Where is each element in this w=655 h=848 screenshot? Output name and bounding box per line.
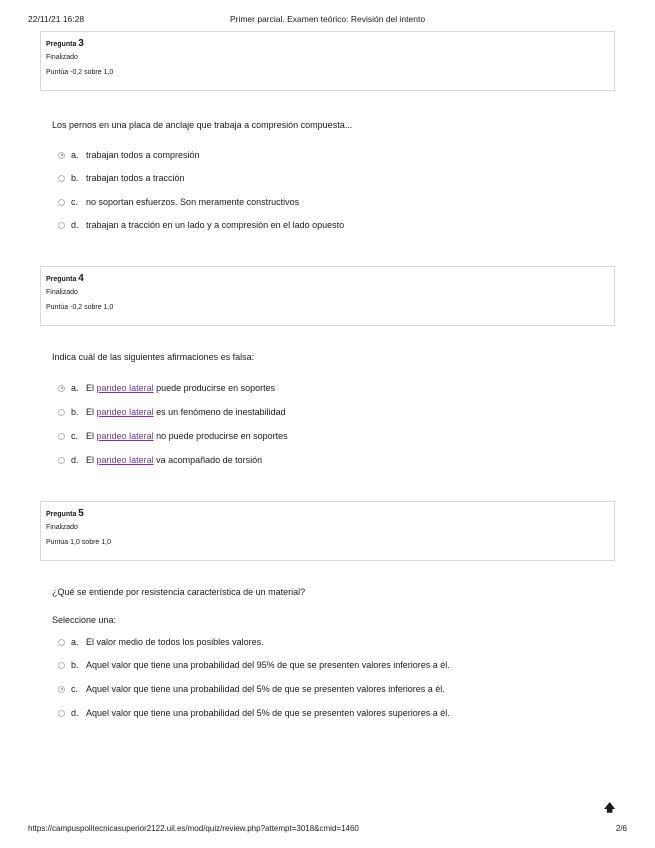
answer-option[interactable]: a. El pandeo lateral puede producirse en soportes: [58, 383, 275, 393]
radio-button[interactable]: [58, 433, 65, 440]
answer-option[interactable]: c. El pandeo lateral no puede producirse en soportes: [58, 431, 288, 441]
question-text: Indica cuál de las siguientes afirmaciones es falsa:: [52, 352, 255, 362]
question-info-box: [40, 31, 615, 91]
radio-button[interactable]: [58, 457, 65, 464]
answer-option[interactable]: b. El pandeo lateral es un fenómeno de inestabilidad: [58, 407, 286, 417]
question-status: Finalizado: [46, 524, 78, 531]
question-text: Los pernos en una placa de anclaje que trabaja a compresión compuesta...: [52, 120, 353, 130]
question-grade: Puntúa 1,0 sobre 1,0: [46, 539, 111, 546]
glossary-link[interactable]: pandeo lateral: [96, 431, 154, 441]
answer-option[interactable]: d. Aquel valor que tiene una probabilidad del 5% de que se presenten valores superiores a él.: [58, 708, 450, 718]
arrow-up-icon[interactable]: 🡅: [604, 802, 616, 814]
radio-button[interactable]: [58, 662, 65, 669]
question-number: Pregunta 3: [46, 38, 84, 49]
answer-option-label: no soportan esfuerzos. Son meramente constructivos: [86, 197, 300, 207]
glossary-link[interactable]: pandeo lateral: [96, 455, 154, 465]
question-info-box: [40, 501, 615, 561]
answer-option-label: trabajan todos a tracción: [86, 173, 185, 183]
radio-button[interactable]: [58, 199, 65, 206]
radio-button[interactable]: [58, 175, 65, 182]
page-number: 2/6: [615, 824, 627, 833]
answer-option[interactable]: b. trabajan todos a tracción: [58, 173, 185, 183]
question-text: ¿Qué se entiende por resistencia característica de un material?: [52, 587, 306, 597]
radio-button[interactable]: [58, 222, 65, 229]
question-number: Pregunta 5: [46, 508, 84, 519]
select-one-prompt: Seleccione una:: [52, 615, 117, 625]
question-status: Finalizado: [46, 289, 78, 296]
radio-button-selected[interactable]: [58, 385, 65, 392]
answer-option-label: trabajan a tracción en un lado y a compresión en el lado opuesto: [86, 220, 345, 230]
answer-option[interactable]: c. Aquel valor que tiene una probabilidad del 5% de que se presenten valores inferiores a él.: [58, 684, 445, 694]
answer-option-label: El valor medio de todos los posibles valores.: [86, 637, 264, 647]
question-info-box: [40, 266, 615, 326]
answer-option[interactable]: c. no soportan esfuerzos. Son meramente constructivos: [58, 197, 299, 207]
glossary-link[interactable]: pandeo lateral: [96, 407, 154, 417]
answer-option[interactable]: a. trabajan todos a compresión: [58, 150, 200, 160]
page-header-date: 22/11/21 16:28: [28, 14, 85, 24]
answer-option-label: Aquel valor que tiene una probabilidad del 5% de que se presenten valores inferiores a él.: [86, 684, 445, 694]
answer-option[interactable]: b. Aquel valor que tiene una probabilidad del 95% de que se presenten valores inferiores a él.: [58, 660, 450, 670]
radio-button-selected[interactable]: [58, 686, 65, 693]
footer-url: https://campuspolitecnicasuperior2122.uil.es/mod/quiz/review.php?attempt=3018&cmid=1460: [28, 824, 359, 833]
answer-option-label: Aquel valor que tiene una probabilidad del 95% de que se presenten valores inferiores a él.: [86, 660, 450, 670]
radio-button[interactable]: [58, 639, 65, 646]
radio-button[interactable]: [58, 409, 65, 416]
question-grade: Puntúa -0,2 sobre 1,0: [46, 69, 114, 76]
radio-button[interactable]: [58, 710, 65, 717]
question-status: Finalizado: [46, 54, 78, 61]
radio-button-selected[interactable]: [58, 152, 65, 159]
answer-option-label: trabajan todos a compresión: [86, 150, 200, 160]
question-grade: Puntúa -0,2 sobre 1,0: [46, 304, 114, 311]
answer-option-label: Aquel valor que tiene una probabilidad del 5% de que se presenten valores superiores a él.: [86, 708, 450, 718]
page-header-title: Primer parcial. Examen teórico: Revisión del intento: [229, 14, 426, 24]
question-number: Pregunta 4: [46, 273, 84, 284]
answer-option[interactable]: d. trabajan a tracción en un lado y a compresión en el lado opuesto: [58, 220, 344, 230]
answer-option[interactable]: d. El pandeo lateral va acompañado de torsión: [58, 455, 262, 465]
glossary-link[interactable]: pandeo lateral: [96, 383, 154, 393]
answer-option[interactable]: a. El valor medio de todos los posibles valores.: [58, 637, 264, 647]
